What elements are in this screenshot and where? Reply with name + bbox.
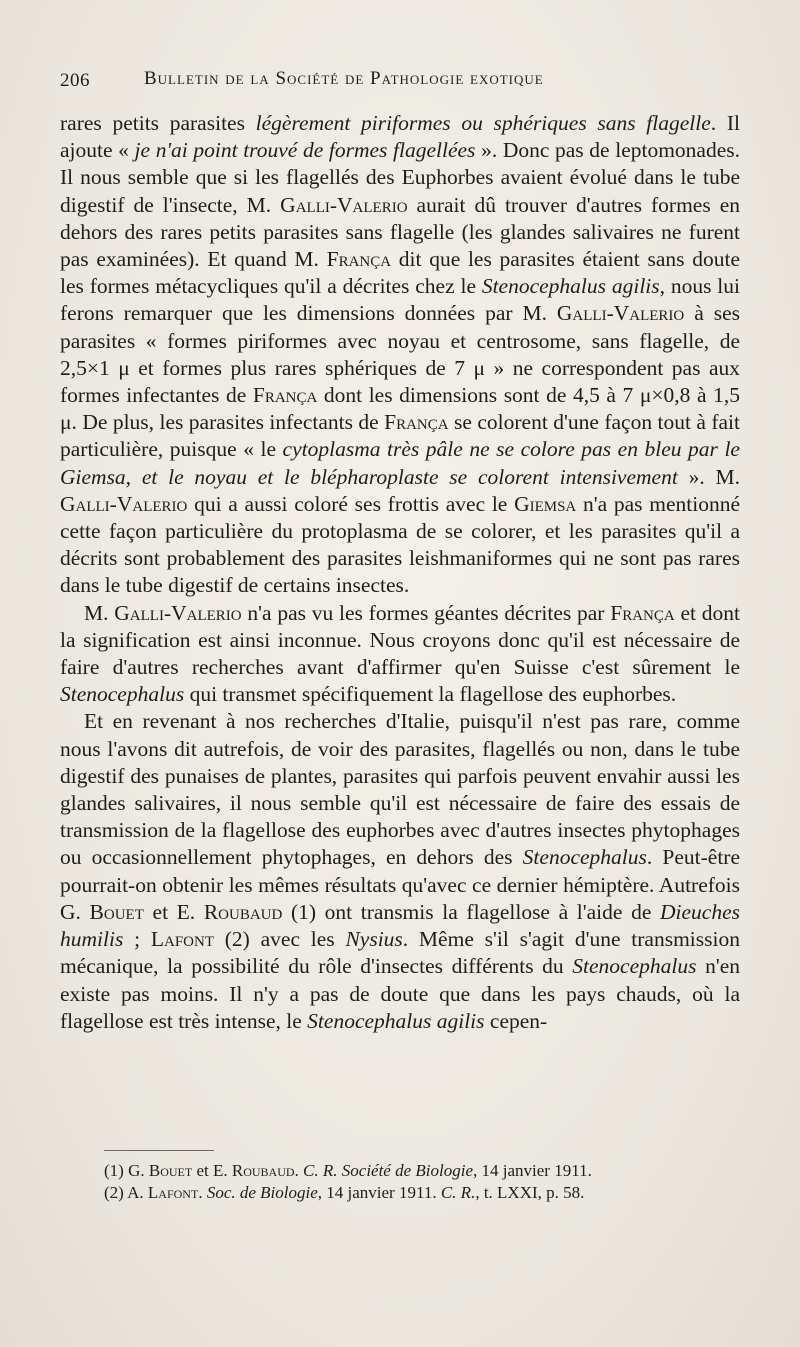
author-name: França bbox=[610, 600, 675, 625]
text-run: qui a aussi coloré ses frottis avec le bbox=[187, 491, 515, 516]
author-name: Bouet bbox=[89, 899, 144, 924]
text-run: ». M. bbox=[677, 464, 740, 489]
italic-run: Soc. de Biologie bbox=[206, 1183, 318, 1202]
author-name: Roubaud bbox=[203, 899, 283, 924]
author-name: Galli-Valerio bbox=[556, 301, 685, 326]
italic-run: C. R. bbox=[440, 1183, 476, 1202]
text-run: et dont la signification est ainsi inconnue. Nous croyons donc qu'il est nécessaire de faire d'autres recherches avant d'affirmer qu'en Suisse c'est sûrement le bbox=[60, 600, 740, 680]
footnotes bbox=[104, 1160, 704, 1204]
text-run: n'a pas mentionné cette façon particulière du protoplasma de se colorer, et les parasites qu'il a décrits sont probablement des parasites leishmaniformes qui ne sont pas rares dans le tube digestif de certains insectes. bbox=[60, 491, 740, 598]
italic-run: Dieuches humilis bbox=[60, 899, 740, 952]
body-text bbox=[60, 110, 740, 1035]
text-run: et E. bbox=[192, 1161, 232, 1180]
page-header bbox=[60, 62, 740, 102]
italic-run: légèrement piriformes ou sphériques sans flagelle bbox=[255, 111, 711, 135]
author-name: Galli-Valerio bbox=[60, 491, 188, 516]
text-run: dit que les parasites étaient sans doute les formes métacycliques qu'il a décrites chez le bbox=[60, 247, 740, 299]
italic-run: C. R. Société de Biologie bbox=[303, 1161, 473, 1180]
italic-run: cytoplasma très pâle ne se colore pas en bleu par le Giemsa, et le noyau et le blépharoplaste se colorent intensivement bbox=[60, 437, 740, 489]
text-run: Et en revenant à nos recherches d'Italie, puisqu'il n'est pas rare, comme nous l'avons dit autrefois, de voir des parasites, flagellés ou non, dans le tube digestif des punaises de plantes, parasites qui parfois peuvent envahir aussi les glandes salivaires, il nous semble qu'il est nécessaire de faire des essais de transmission de la flagellose des euphorbes avec d'autres insectes phytophages ou occasionnellement phytophages, en dehors des bbox=[60, 709, 740, 870]
italic-run: Stenocephalus bbox=[60, 682, 185, 707]
italic-run: Stenocephalus agilis bbox=[481, 274, 660, 299]
paragraph-3 bbox=[60, 708, 740, 1034]
footnote-1 bbox=[104, 1160, 704, 1182]
text-run: se colorent d'une façon tout à fait particulière, puisque « le bbox=[60, 410, 740, 462]
author-name: Roubaud bbox=[231, 1161, 295, 1180]
text-run: ; bbox=[123, 927, 151, 952]
text-run: . Même s'il s'agit d'une transmission mécanique, la possibilité du rôle d'insectes différents du bbox=[60, 927, 740, 979]
text-run: (2) A. bbox=[104, 1183, 148, 1202]
author-name: França bbox=[326, 247, 392, 272]
italic-run: Stenocephalus agilis bbox=[307, 1008, 485, 1033]
text-run: (1) ont transmis la flagellose à l'aide de bbox=[282, 899, 660, 924]
text-run: cepen- bbox=[484, 1008, 548, 1033]
italic-run: Stenocephalus bbox=[572, 954, 697, 979]
author-name: Bouet bbox=[148, 1161, 193, 1180]
italic-run: je n'ai point trouvé de formes flagellées bbox=[134, 138, 476, 163]
text-run: aurait dû trouver d'autres formes en dehors des rares petits parasites sans flagelle (les glandes salivaires ne furent pas examinées). Et quand M. bbox=[60, 192, 740, 272]
text-run: , 14 janvier 1911. bbox=[473, 1161, 592, 1180]
text-run: (2) avec les bbox=[214, 927, 346, 952]
text-run: . Il ajoute « bbox=[60, 111, 740, 163]
text-run: . bbox=[198, 1183, 207, 1202]
text-run: n'a pas vu les formes géantes décrites par bbox=[241, 600, 611, 625]
text-run: à ses parasites « formes piriformes avec noyau et centrosome, sans flagelle, de 2,5×1 μ et formes plus rares sphériques de 7 μ » ne correspondent pas aux formes infectantes de bbox=[60, 301, 740, 408]
author-name: França bbox=[384, 410, 449, 435]
text-run: , t. LXXI, p. 58. bbox=[475, 1183, 585, 1202]
text-run: qui transmet spécifiquement la flagellose des euphorbes. bbox=[184, 682, 677, 707]
author-name: França bbox=[252, 383, 318, 408]
text-run: n'en existe pas moins. Il n'y a pas de doute que dans les pays chauds, où la flagellose est très intense, le bbox=[60, 954, 740, 1033]
italic-run: Nysius bbox=[345, 927, 403, 952]
text-run: ». Donc pas de leptomonades. Il nous semble que si les flagellés des Euphorbes avaient évolué dans le tube digestif de l'insecte, M. bbox=[60, 138, 741, 217]
text-run: . Peut-être pourrait-on obtenir les mêmes résultats qu'avec ce dernier hémiptère. Autrefois G. bbox=[60, 845, 740, 924]
page-number: 206 bbox=[60, 70, 90, 91]
text-run: , nous lui ferons remarquer que les dimensions données par M. bbox=[60, 274, 740, 326]
text-run: , 14 janvier 1911. bbox=[317, 1183, 441, 1202]
text-run: rares petits parasites bbox=[60, 111, 256, 135]
text-run: M. bbox=[84, 600, 115, 625]
text-run: dont les dimensions sont de 4,5 à 7 μ×0,8 à 1,5 μ. De plus, les parasites infectants de bbox=[60, 383, 740, 435]
footnote-2 bbox=[104, 1182, 704, 1204]
text-run: (1) G. bbox=[104, 1161, 149, 1180]
paragraph-1 bbox=[60, 110, 740, 600]
footnote-rule bbox=[104, 1150, 214, 1151]
author-name: Galli-Valerio bbox=[280, 192, 408, 217]
running-title: Bulletin de la Société de Pathologie exotique bbox=[144, 68, 544, 89]
author-name: Lafont bbox=[150, 927, 214, 952]
author-name: Giemsa bbox=[514, 491, 577, 516]
paragraph-2 bbox=[60, 600, 740, 709]
author-name: Galli-Valerio bbox=[114, 600, 242, 625]
text-run: . bbox=[294, 1161, 304, 1180]
italic-run: Stenocephalus bbox=[522, 845, 647, 870]
author-name: Lafont bbox=[147, 1183, 199, 1202]
text-run: et E. bbox=[143, 899, 204, 924]
